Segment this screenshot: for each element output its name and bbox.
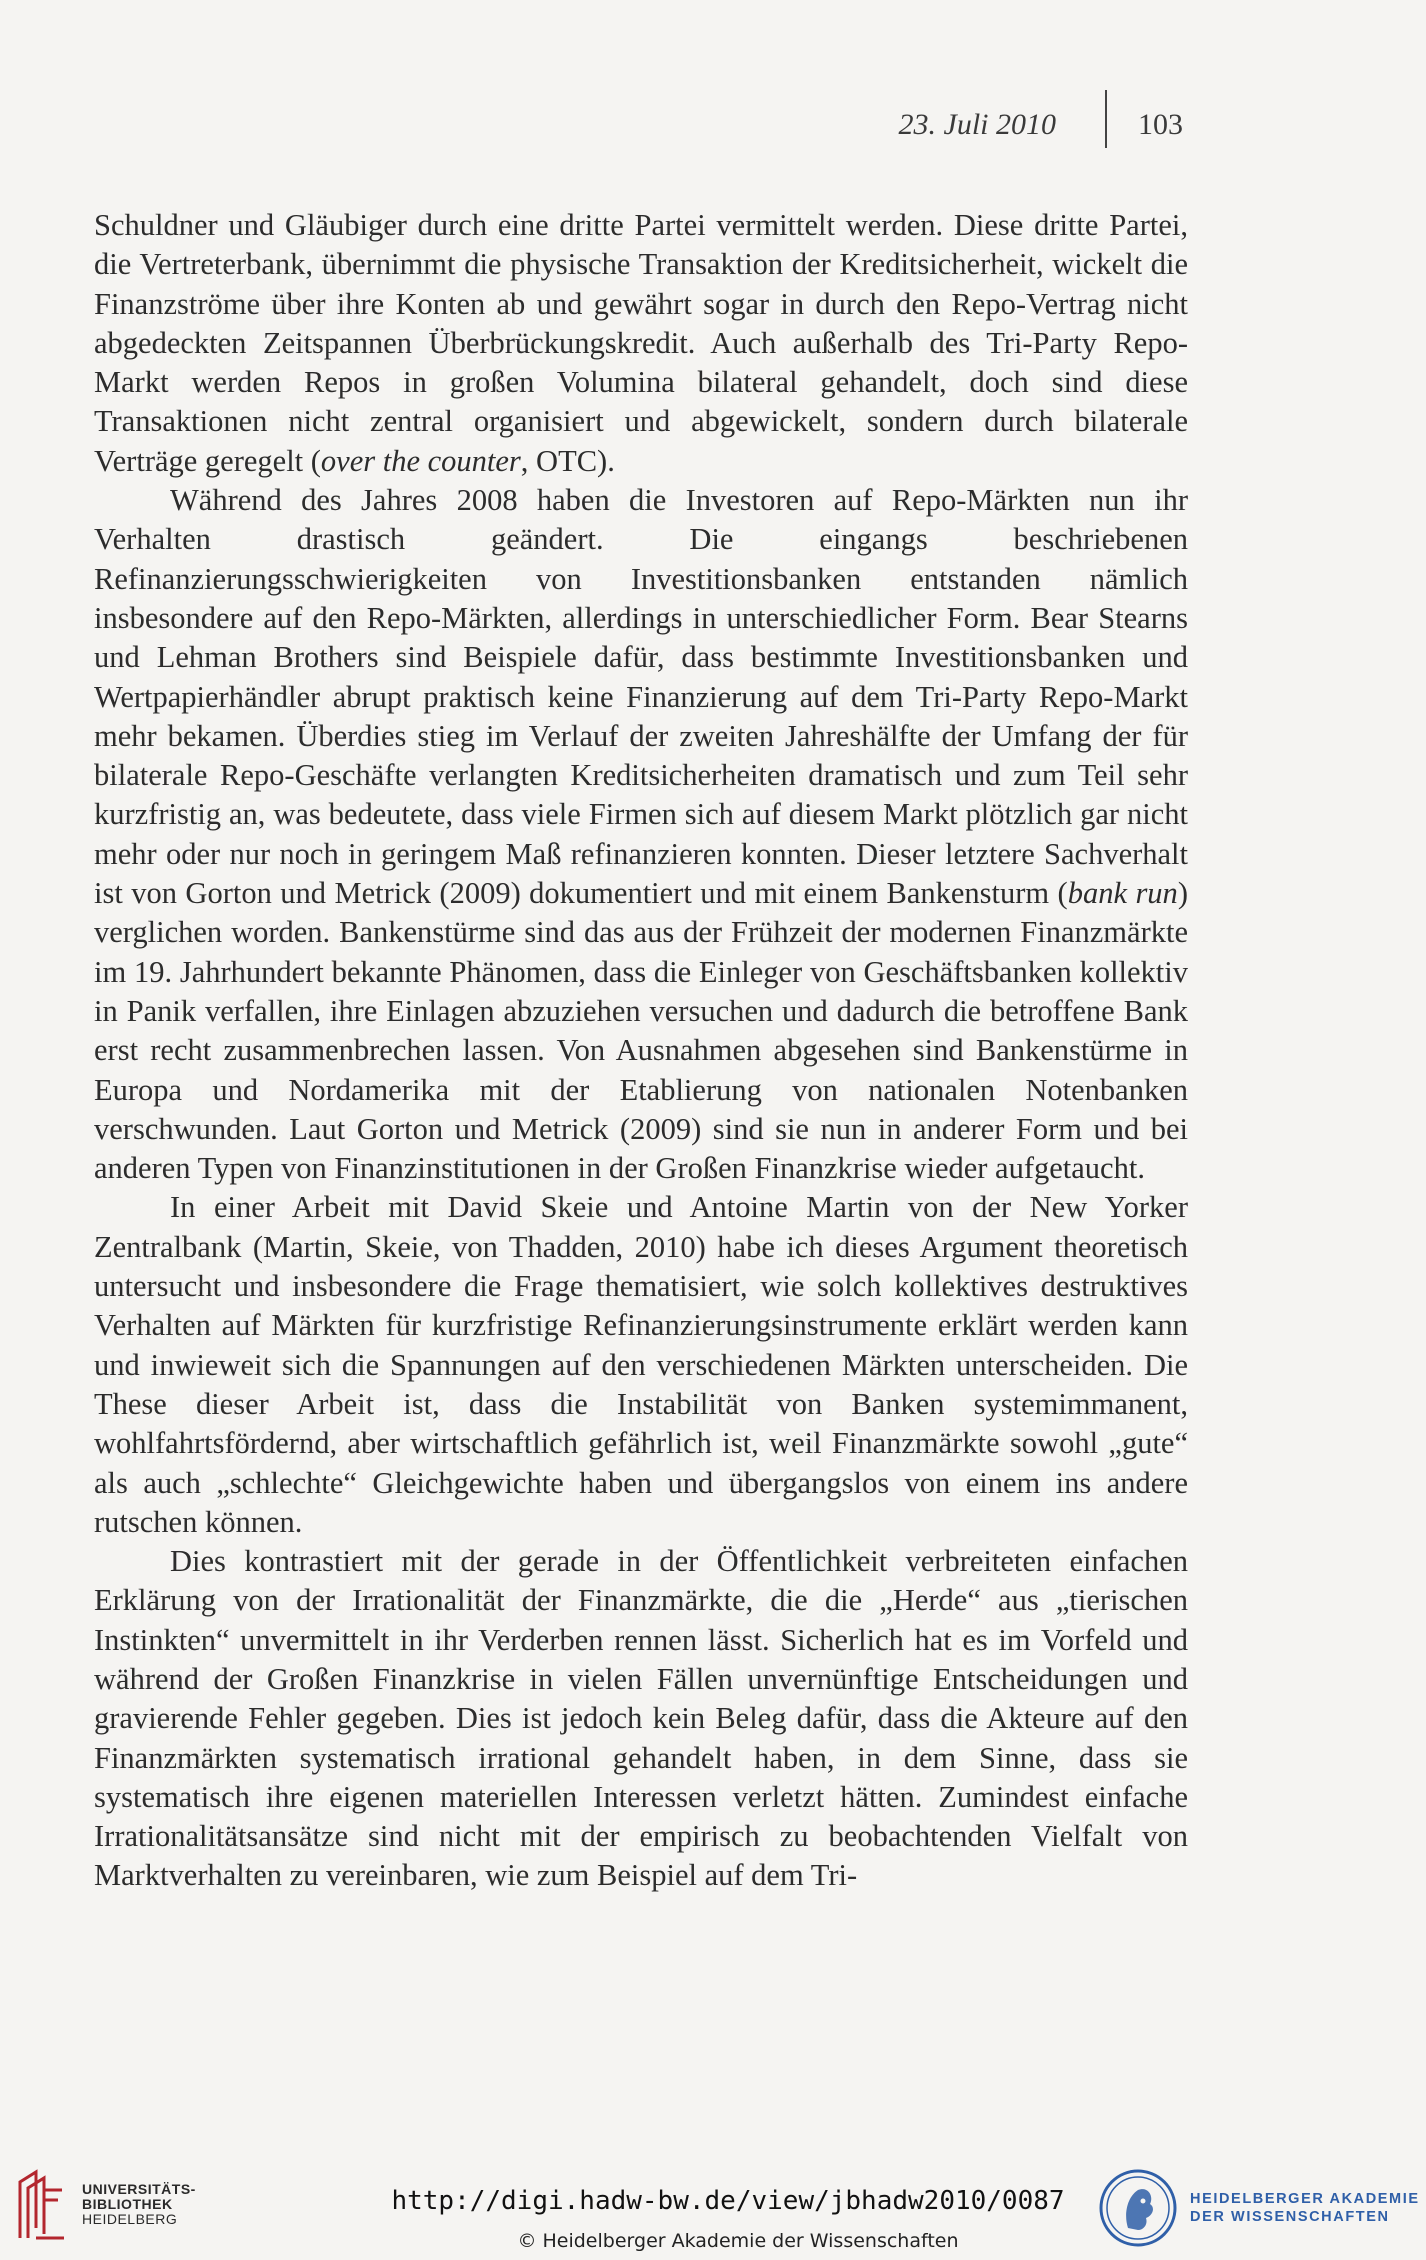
text-run: Dies kontrastiert mit der gerade in der Öffentlichkeit verbreiteten einfachen Erklärung von der Irrationalität der Finanzmärkte, die die „Herde“ aus „tierischen Instinkten“ unvermittelt in ihr Verderben rennen lässt. Sicherlich hat es im Vorfeld und während der Großen Finanzkrise in vielen Fällen unvernünftige Entscheidungen und gravierende Fehler gegeben. Dies ist jedoch kein Beleg dafür, dass die Akteure auf den Finanzmärkten systematisch irrational gehandelt haben, in dem Sinne, dass sie systematisch ihre eigenen materiellen Interessen verletzt hätten. Zumindest einfache Irrationalitätsansätze sind nicht mit der empirisch zu beobachtenden Vielfalt von Marktverhalten zu vereinbaren, wie zum Beispiel auf dem Tri- <box>94 1544 1188 1893</box>
permalink-url[interactable]: http://digi.hadw-bw.de/view/jbhadw2010/0087 <box>391 2186 1065 2216</box>
page-number: 103 <box>1138 108 1183 141</box>
text-run: ) verglichen worden. Bankenstürme sind das aus der Frühzeit der modernen Finanzmärkte im 19. Jahrhundert bekannte Phänomen, dass die Einleger von Geschäftsbanken kollektiv in Panik verfallen, ihre Einlagen abzuziehen versuchen und dadurch die betroffene Bank erst recht zusammenbrechen lassen. Von Ausnahmen abgesehen sind Bankenstürme in Europa und Nordamerika mit der Etablierung von nationalen Notenbanken verschwunden. Laut Gorton und Metrick (2009) sind sie nun in anderer Form und bei anderen Typen von Finanzinstitutionen in der Großen Finanzkrise wieder aufgetaucht. <box>94 876 1188 1186</box>
paragraph <box>94 1542 1188 1896</box>
library-line-2: BIBLIOTHEK <box>82 2196 173 2212</box>
header-divider <box>1105 90 1107 148</box>
text-run: In einer Arbeit mit David Skeie und Antoine Martin von der New Yorker Zentralbank (Martin, Skeie, von Thadden, 2010) habe ich dieses Argument theoretisch untersucht und insbesondere die Frage thematisiert, wie solch kollektives destruktives Verhalten auf Märkten für kurzfristige Refinanzierungsinstrumente erklärt werden kann und inwieweit sich die Spannungen auf den verschiedenen Märkten unterscheiden. Die These dieser Arbeit ist, dass die Instabilität von Banken systemimmanent, wohlfahrtsfördernd, aber wirtschaftlich gefährlich ist, weil Finanzmärkte sowohl „gute“ als auch „schlechte“ Gleichgewichte haben und übergangslos von einem ins andere rutschen können. <box>94 1190 1188 1539</box>
text-run: Während des Jahres 2008 haben die Investoren auf Repo-Märkten nun ihr Verhalten drastisch geändert. Die eingangs beschriebenen Refinanzierungsschwierigkeiten von Investitionsbanken entstanden nämlich insbesondere auf den Repo-Märkten, allerdings in unterschiedlicher Form. Bear Stearns und Lehman Brothers sind Beispiele dafür, dass bestimmte Investitionsbanken und Wertpapierhändler abrupt praktisch keine Finanzierung auf dem Tri-Party Repo-Markt mehr bekamen. Überdies stieg im Verlauf der zweiten Jahreshälfte der Umfang der für bilaterale Repo-Geschäfte verlangten Kreditsicherheiten dramatisch und zum Teil sehr kurzfristig an, was bedeutete, dass viele Firmen sich auf diesem Markt plötzlich gar nicht mehr oder nur noch in geringem Maß refinanzieren konnten. Dieser letztere Sachverhalt ist von Gorton und Metrick (2009) dokumentiert und mit einem Bankensturm ( <box>94 483 1188 911</box>
academy-line-1: HEIDELBERGER AKADEMIE <box>1190 2191 1420 2207</box>
paragraph <box>94 1188 1188 1542</box>
paragraph <box>94 481 1188 1188</box>
italic-phrase: over the counter <box>320 443 521 478</box>
academy-seal-icon <box>1098 2168 1178 2248</box>
library-line-1: UNIVERSITÄTS- <box>82 2181 196 2197</box>
header-date: 23. Juli 2010 <box>898 108 1056 141</box>
paragraph <box>94 206 1188 481</box>
text-run: , OTC). <box>520 443 615 478</box>
italic-phrase: bank run <box>1067 876 1178 911</box>
body-text <box>94 206 1188 1896</box>
copyright-notice: © Heidelberger Akademie der Wissenschaften <box>517 2230 959 2252</box>
academy-name <box>1190 2190 1420 2226</box>
text-run: Schuldner und Gläubiger durch eine dritte Partei vermittelt werden. Diese dritte Partei, die Vertreterbank, übernimmt die physische Transaktion der Kreditsicherheit, wickelt die Finanzströme über ihre Konten ab und gewährt sogar in durch den Repo-Vertrag nicht abgedeckten Zeitspannen Überbrückungskredit. Auch außerhalb des Tri-Party Repo-Markt werden Repos in großen Volumina bilateral gehandelt, doch sind diese Transaktionen nicht zentral organisiert und abgewickelt, sondern durch bilaterale Verträge geregelt ( <box>94 208 1188 478</box>
running-header <box>0 108 1426 148</box>
digitization-footer <box>0 2160 1426 2260</box>
academy-line-2: DER WISSENSCHAFTEN <box>1190 2209 1390 2225</box>
library-line-3: HEIDELBERG <box>82 2211 178 2227</box>
